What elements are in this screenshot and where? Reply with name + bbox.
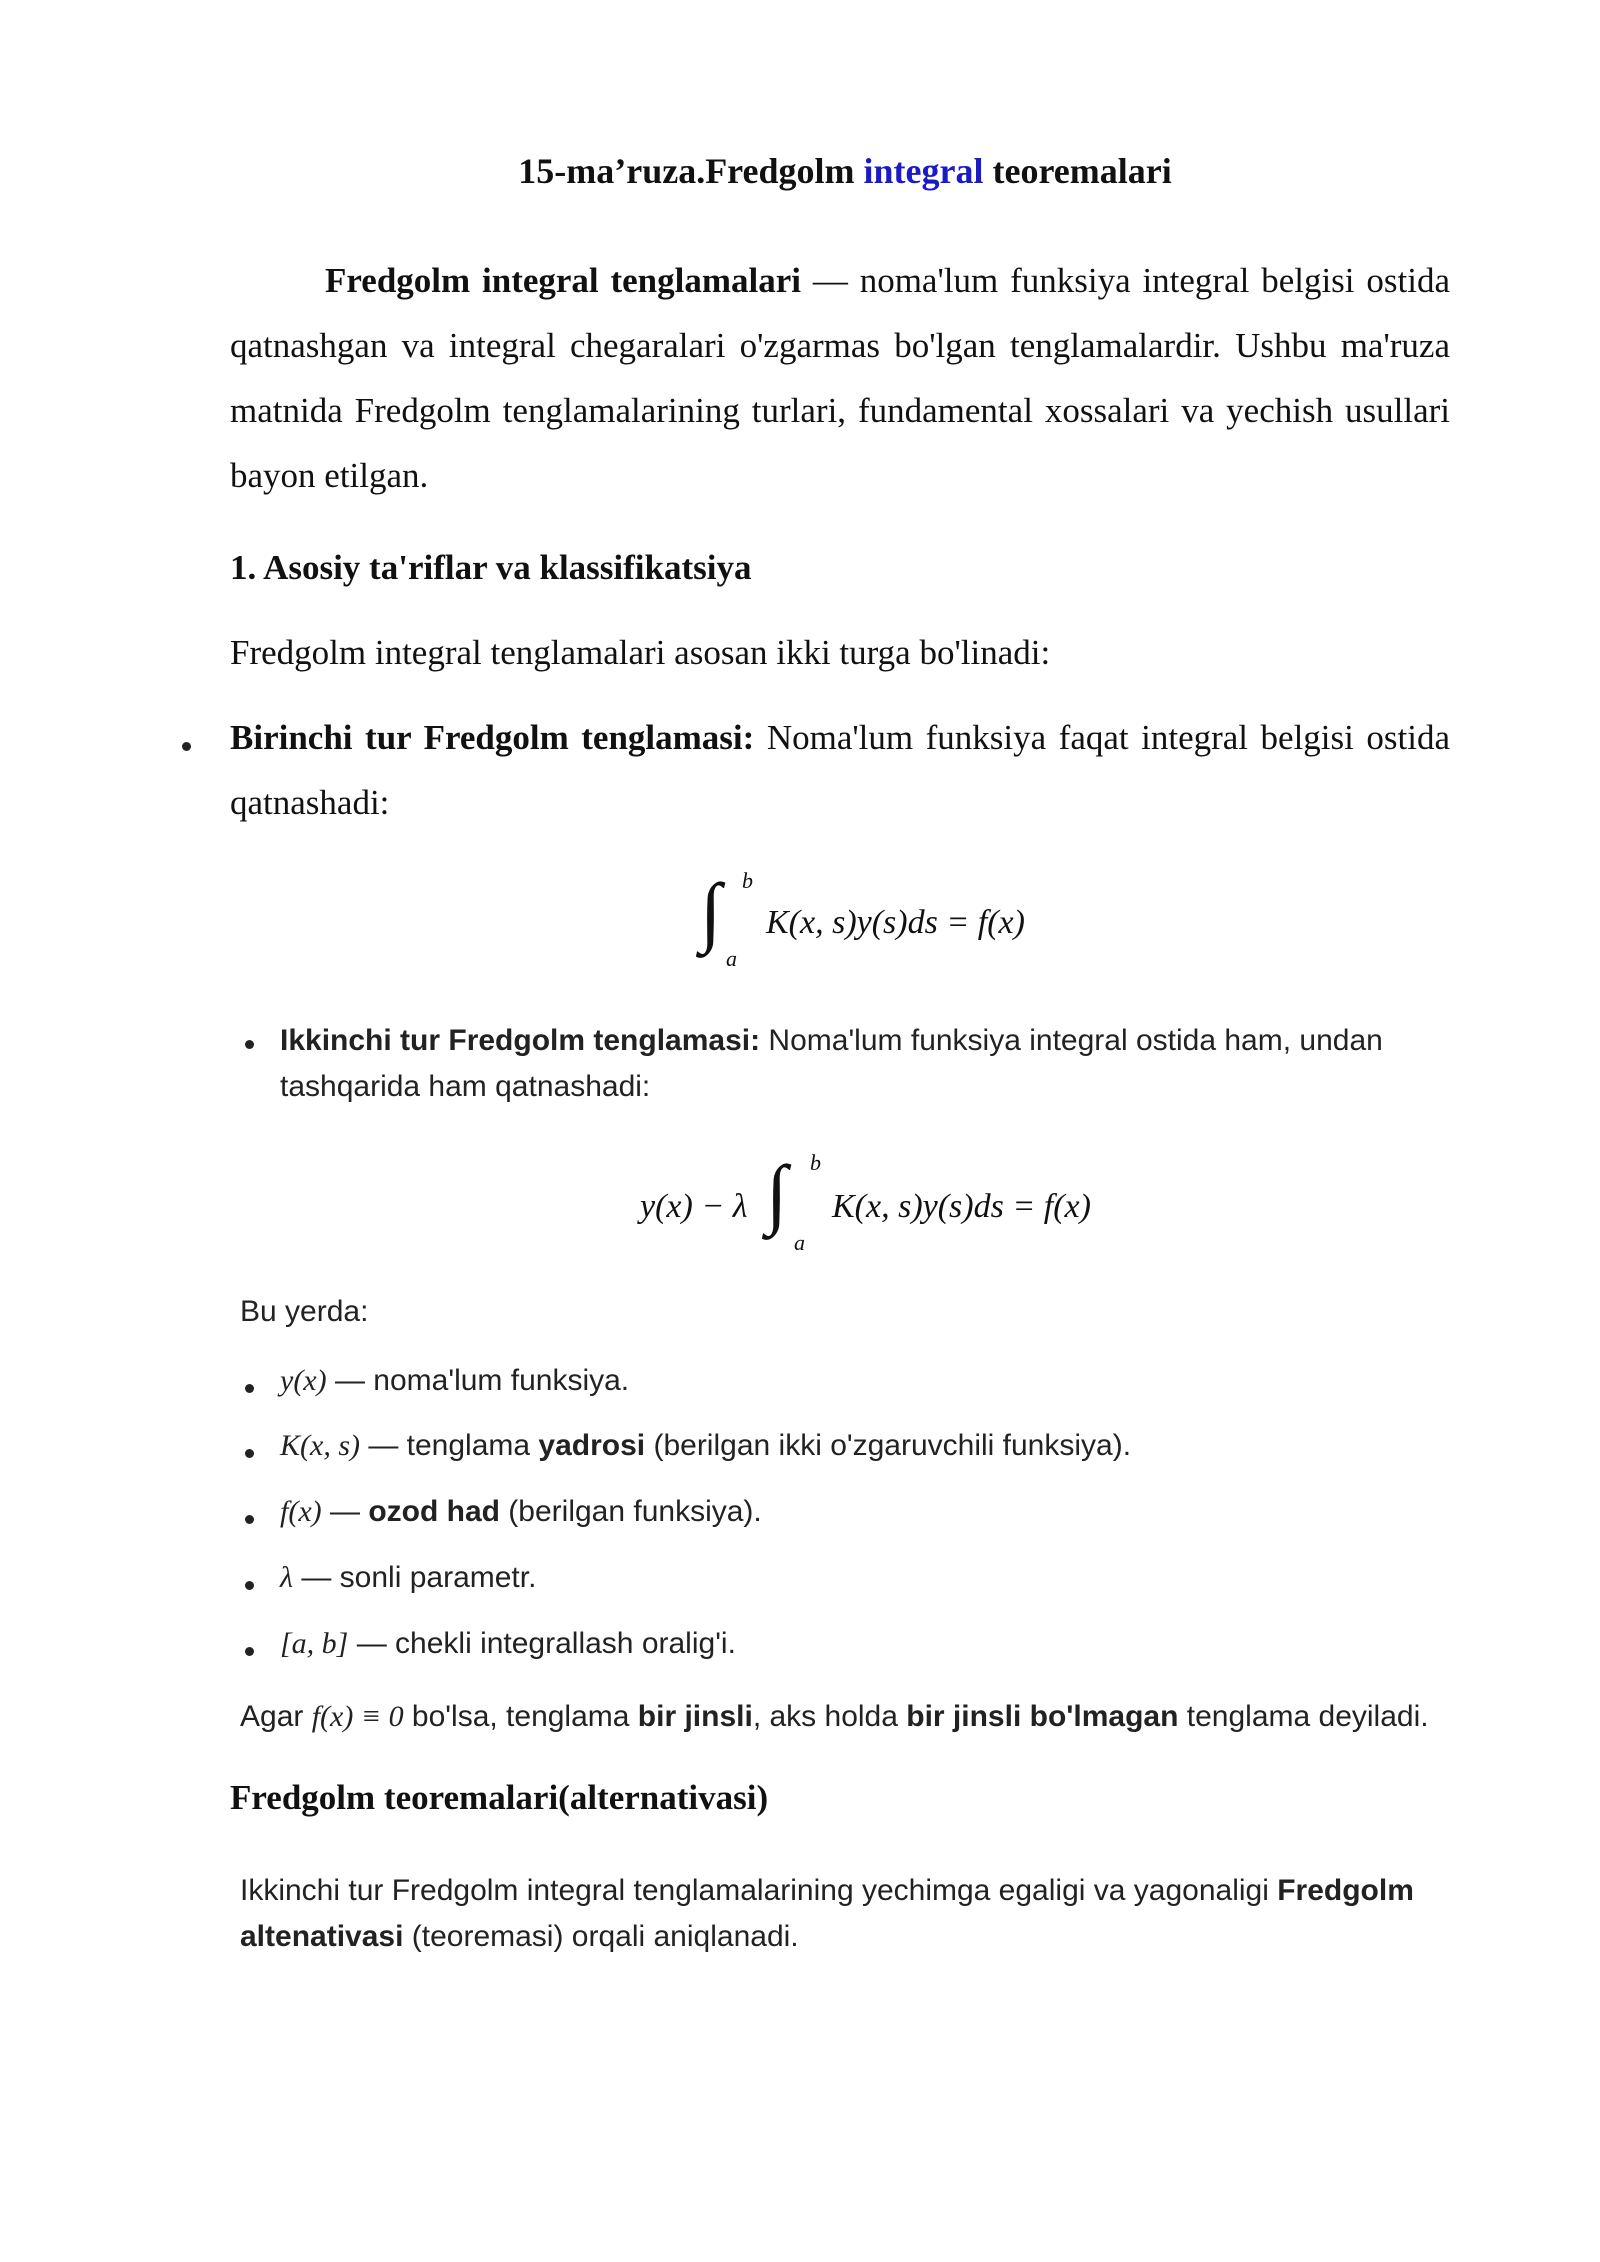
definition-text: — chekli integrallash oralig'i. (348, 1627, 736, 1660)
page-title (0, 150, 1600, 192)
section1-text: Fredgolm integral tenglamalari asosan ikki turga bo'linadi: (230, 633, 1051, 672)
definition-text: — noma'lum funksiya. (326, 1364, 630, 1397)
upper-limit: b (810, 1150, 821, 1175)
closing-text: Ikkinchi tur Fredgolm integral tenglamalarining yechimga egaligi va yagonaligi (240, 1874, 1278, 1907)
section2-heading: Fredgolm teoremalari(alternativasi) (230, 1778, 769, 1817)
intro-text: — noma'lum funksiya integral belgisi ostida qatnashgan va integral chegaralari o'zgarmas bo'lgan tenglamalardir. Ushbu ma'ruza matnida Fredgolm tenglamalarining turlari, fundamental xossalari va yechish usullari bayon etilgan. (230, 261, 1450, 495)
integral-sign: ∫ (700, 867, 722, 954)
definition-text: (berilgan funksiya). (499, 1495, 762, 1528)
bullet-dot (245, 1384, 254, 1393)
definition-bold: ozod had (368, 1495, 500, 1528)
kind1-item (230, 705, 1450, 835)
kind1-text: Noma'lum funksiya faqat integral belgisi ostida qatnashadi: (230, 718, 1450, 822)
note-text: Agar (240, 1700, 312, 1733)
bullet-dot (182, 742, 191, 751)
upper-limit: b (742, 868, 753, 893)
closing-paragraph (240, 1868, 1455, 1960)
where-label: Bu yerda: (240, 1295, 369, 1328)
section1-heading: 1. Asosiy ta'riflar va klassifikatsiya (230, 548, 752, 587)
definition-bold: yadrosi (538, 1429, 646, 1462)
intro-paragraph (230, 248, 1450, 508)
closing-text: (teoremasi) orqali aniqlanadi. (403, 1920, 799, 1953)
lower-limit: a (794, 1230, 805, 1255)
definition-item (280, 1561, 536, 1595)
note-bold: bir jinsli bo'lmagan (906, 1700, 1179, 1733)
definition-symbol: [a, b] (280, 1627, 349, 1660)
note-text: tenglama deyiladi. (1178, 1700, 1429, 1733)
definition-text: — (321, 1495, 369, 1528)
homogeneity-note (240, 1700, 1429, 1734)
bullet-dot (245, 1581, 254, 1590)
title-highlight: integral (863, 151, 984, 191)
definition-symbol: y(x) (280, 1364, 327, 1397)
equation-2-left: y(x) − λ (640, 1188, 748, 1225)
closing-bold: Fredgolm altenativasi (240, 1874, 1414, 1953)
bullet-dot (245, 1449, 254, 1458)
definition-text: (berilgan ikki o'zgaruvchili funksiya). (645, 1429, 1132, 1462)
note-text: bo'lsa, tenglama (403, 1700, 638, 1733)
definition-text: — tenglama (359, 1429, 539, 1462)
definition-item (280, 1627, 736, 1661)
kind2-bold: Ikkinchi tur Fredgolm tenglamasi: (280, 1024, 761, 1057)
equation-1 (700, 868, 1100, 978)
bullet-dot (245, 1040, 254, 1049)
lower-limit: a (726, 946, 737, 971)
definition-item (280, 1429, 1131, 1463)
equation-2 (640, 1150, 1160, 1260)
definition-symbol: K(x, s) (280, 1429, 360, 1462)
kind2-text: Noma'lum funksiya integral ostida ham, undan tashqarida ham qatnashadi: (280, 1024, 1383, 1103)
equation-2-body: K(x, s)y(s)ds = f(x) (832, 1188, 1091, 1225)
intro-bold: Fredgolm integral tenglamalari (325, 261, 802, 300)
note-math: f(x) ≡ 0 (311, 1700, 404, 1733)
kind2-item (280, 1018, 1460, 1110)
title-suffix: teoremalari (983, 151, 1172, 191)
definition-text: — sonli parametr. (293, 1561, 537, 1594)
kind1-bold: Birinchi tur Fredgolm tenglamasi: (230, 718, 755, 757)
note-text: , aks holda (752, 1700, 907, 1733)
definition-symbol: λ (280, 1561, 293, 1594)
integral-sign: ∫ (766, 1149, 788, 1236)
definition-symbol: f(x) (280, 1495, 322, 1528)
definition-item (280, 1364, 629, 1398)
definition-item (280, 1495, 762, 1529)
bullet-dot (245, 1647, 254, 1656)
bullet-dot (245, 1515, 254, 1524)
equation-1-body: K(x, s)y(s)ds = f(x) (766, 904, 1025, 941)
title-prefix: 15-ma’ruza.Fredgolm (518, 151, 864, 191)
note-bold: bir jinsli (637, 1700, 753, 1733)
